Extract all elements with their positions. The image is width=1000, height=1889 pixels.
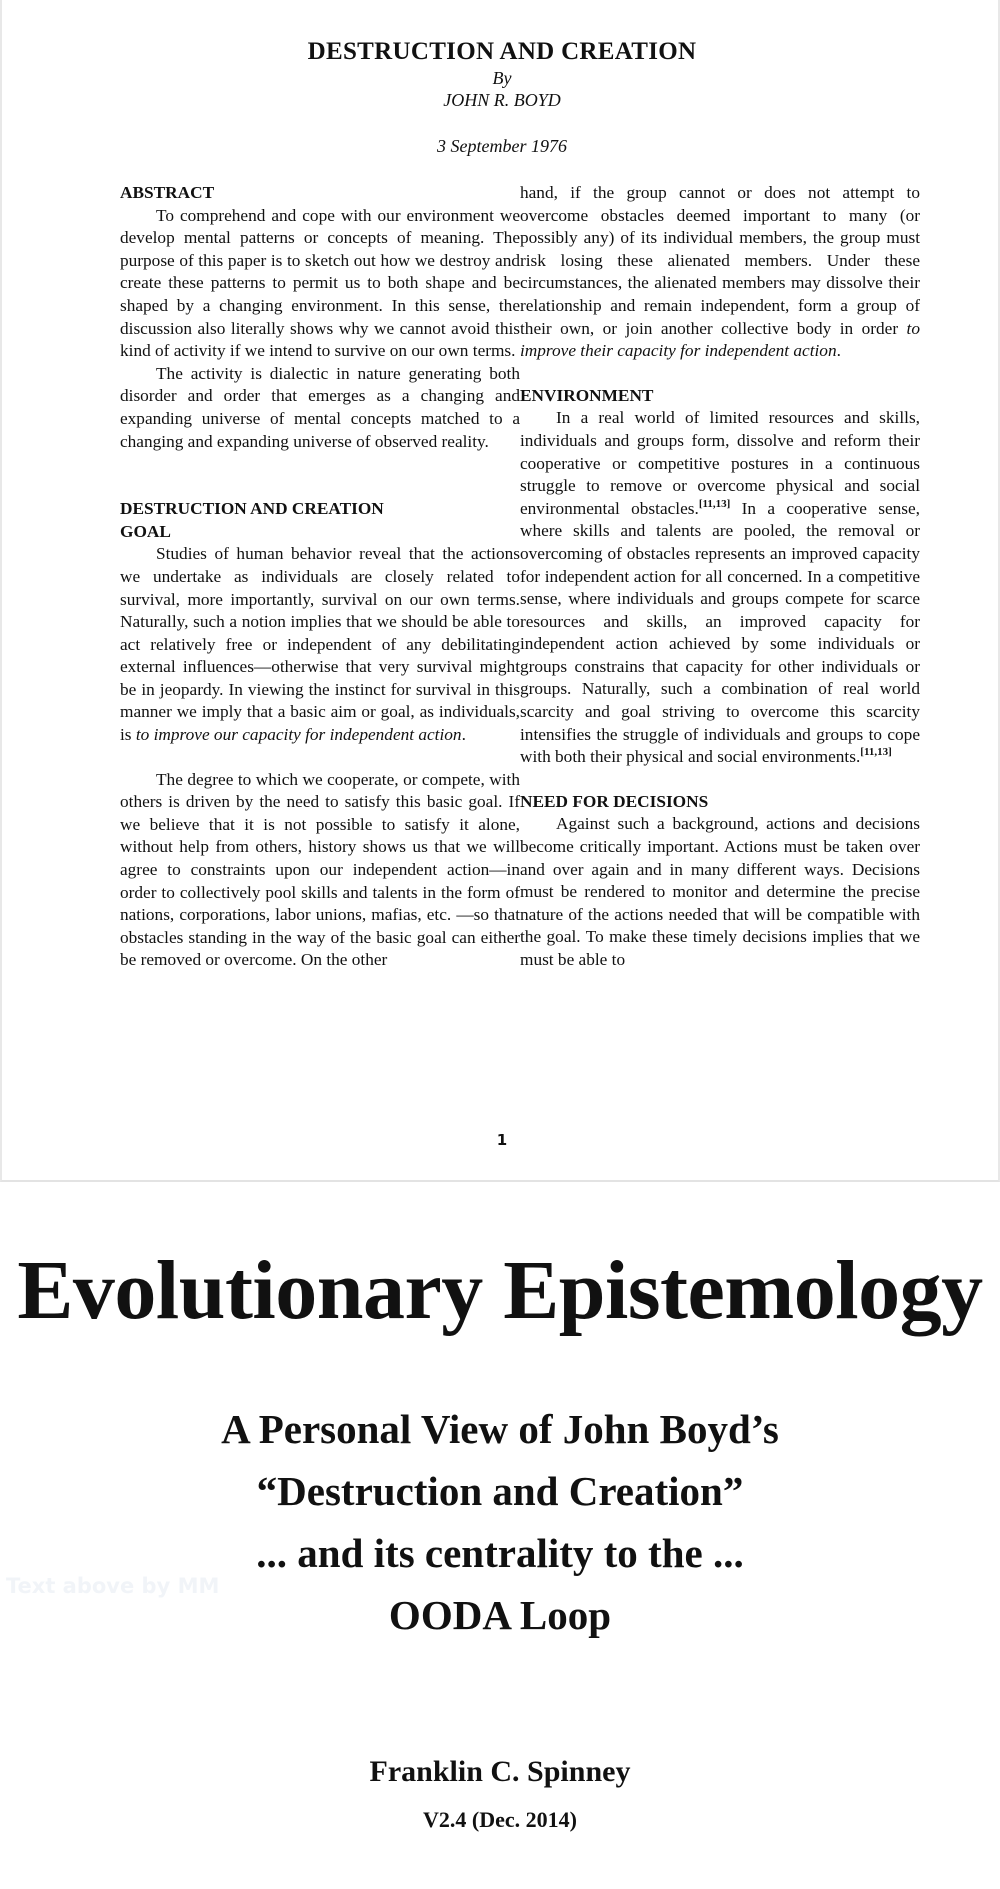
body-paragraph: Against such a background, actions and decisions become critically important. Actions must be taken over and over again and in many different ways. Decisions must be rendered to monitor and determine the precise nature of the actions needed that will be compatible with the goal. To make these timely decisions implies that we must be able to — [520, 814, 920, 969]
emphasis-text: to improve their capacity for independent action — [520, 318, 920, 361]
cover-author: Franklin C. Spinney — [369, 1755, 631, 1788]
cover-subtitle-line: A Personal View of John Boyd’s — [221, 1406, 779, 1452]
citation: [11,13] — [860, 746, 892, 759]
body-paragraph — [520, 407, 920, 769]
paper-title: DESTRUCTION AND CREATION — [307, 38, 697, 65]
cover-subtitle-line: ... and its centrality to the ... — [256, 1530, 744, 1576]
emphasis-text: to improve our capacity for independent action — [135, 725, 462, 745]
body-paragraph: Studies of human behavior reveal that the actions we undertake as individuals are closely related to survival, more importantly, survival on our own terms. Naturally, such a notion implies that we should be able to act relatively free or independent of any debilitating external influences—otherwise that very survival might be in jeopardy. In viewing the instinct for survival in this manner we imply that a basic aim or goal, as individuals, is to improve our capacity for independent action. — [120, 544, 520, 745]
section-heading: GOAL — [120, 521, 171, 541]
faint-watermark-note: Text above by MM — [6, 1574, 220, 1598]
paper-author: JOHN R. BOYD — [443, 90, 561, 110]
left-column — [120, 182, 520, 972]
cover-version: V2.4 (Dec. 2014) — [423, 1807, 577, 1832]
body-paragraph: hand, if the group cannot or does not attempt to overcome obstacles deemed important to many (or possibly any) of its individual members, the group must risk losing these alienated members. Under these circumstances, the alienated members may dissolve their relationship and remain independent, form a group of their own, or join another collective body in order to improve their capacity for independent action. — [520, 183, 920, 361]
body-text: hand, if the group cannot or does not attempt to overcome obstacles deemed important to many (or possibly any) of its individual members, the group must risk losing these alienated members. Under these circumstances, the alienated members may dissolve their relationship and remain independent, form a group of their own, or join another collective body in order — [520, 183, 920, 338]
body-text: In a cooperative sense, where skills and talents are pooled, the removal or overcoming of obstacles represents an improved capacity for independent action for all concerned. In a competitive sense, where individuals and groups compete for scarce resources and skills, an improved capacity for independent action achieved by some individuals or groups constrains that capacity for other individuals or groups. Naturally, such a combination of real world scarcity and goal striving to overcome this scarcity intensifies the struggle of individuals and groups to cope with both their physical and social environments. — [520, 498, 920, 767]
section-heading: DESTRUCTION AND CREATION — [120, 499, 384, 519]
body-text: In a real world of limited resources and skills, individuals and groups form, dissolve and reform their cooperative or competitive postures in a continuous struggle to remove or overcome physical and social environmental obstacles. — [520, 408, 920, 518]
paper-date: 3 September 1976 — [437, 136, 567, 156]
page-number: 1 — [496, 1131, 508, 1149]
cover-subtitle-line: “Destruction and Creation” — [256, 1468, 744, 1514]
abstract-heading: ABSTRACT — [120, 183, 215, 202]
cover-title: Evolutionary Epistemology — [17, 1244, 983, 1337]
section-heading: ENVIRONMENT — [520, 385, 654, 405]
abstract-paragraph: The activity is dialectic in nature generating both disorder and order that emerges as a changing and expanding universe of mental concepts matched to a changing and expanding universe of observed reality. — [120, 363, 520, 451]
citation: [11,13] — [698, 497, 731, 510]
right-column — [520, 182, 920, 972]
body-text: Studies of human behavior reveal that the actions we undertake as individuals are closely related to survival, more importantly, survival on our own terms. Naturally, such a notion implies that we should be able to act relatively free or independent of any debilitating external influences—otherwise that very survival might be in jeopardy. In viewing the instinct for survival in this manner we imply that a basic aim or goal, as individuals, is — [120, 544, 520, 745]
section-heading: NEED FOR DECISIONS — [520, 791, 709, 811]
paper-by: By — [492, 68, 512, 88]
body-paragraph: The degree to which we cooperate, or compete, with others is driven by the need to satisfy this basic goal. If we believe that it is not possible to satisfy it alone, without help from others, history shows us that we will agree to constraints upon our independent action—in order to collectively pool skills and talents in the form of nations, corporations, labor unions, mafias, etc. —so that obstacles standing in the way of the basic goal can either be removed or overcome. On the other — [120, 769, 520, 970]
cover-subtitle-line: OODA Loop — [388, 1592, 612, 1638]
abstract-paragraph: To comprehend and cope with our environment we develop mental patterns or concepts of meaning. The purpose of this paper is to sketch out how we destroy and create these patterns to permit us to both shape and be shaped by a changing environment. In this sense, the discussion also literally shows why we cannot avoid this kind of activity if we intend to survive on our own terms. — [120, 205, 520, 361]
